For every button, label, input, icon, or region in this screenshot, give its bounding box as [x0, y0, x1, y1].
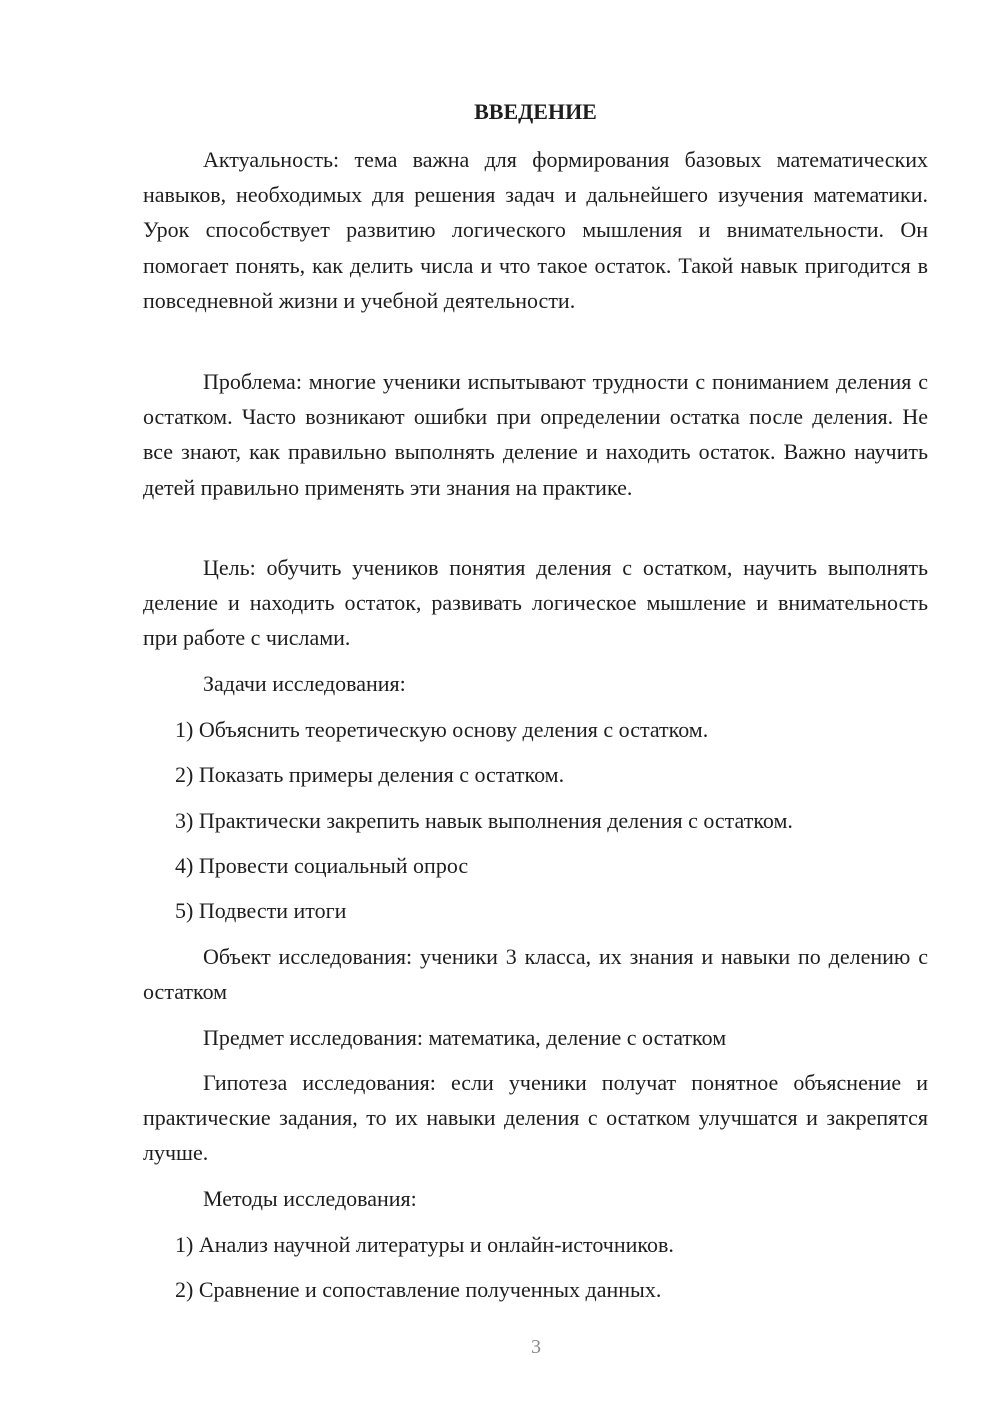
task-item: 5) Подвести итоги [175, 898, 347, 923]
subject-paragraph: Предмет исследования: математика, деление с остатком [203, 1025, 727, 1050]
goal-paragraph: Цель: обучить учеников понятия деления с остатком, научить выполнять деление и находить остаток, развивать логическое мышление и внимательность при работе с числами. [143, 555, 928, 651]
page-number: 3 [531, 1336, 541, 1358]
tasks-heading: Задачи исследования: [203, 671, 406, 696]
task-item: 3) Практически закрепить навык выполнения деления с остатком. [175, 808, 793, 833]
method-item: 1) Анализ научной литературы и онлайн-источников. [175, 1232, 674, 1257]
method-item: 2) Сравнение и сопоставление полученных данных. [175, 1277, 662, 1302]
task-item: 1) Объяснить теоретическую основу деления с остатком. [175, 717, 709, 742]
methods-heading: Методы исследования: [203, 1186, 417, 1211]
relevance-paragraph: Актуальность: тема важна для формирования базовых математических навыков, необходимых для решения задач и дальнейшего изучения математики. Урок способствует развитию логического мышления и внимательности. Он помогает понять, как делить числа и что такое остаток. Такой навык пригодится в повседневной жизни и учебной деятельности. [143, 147, 928, 313]
task-item: 4) Провести социальный опрос [175, 853, 469, 878]
task-item: 2) Показать примеры деления с остатком. [175, 762, 565, 787]
hypothesis-paragraph: Гипотеза исследования: если ученики получат понятное объяснение и практические задания, то их навыки деления с остатком улучшатся и закрепятся лучше. [143, 1070, 928, 1166]
problem-paragraph: Проблема: многие ученики испытывают трудности с пониманием деления с остатком. Часто возникают ошибки при определении остатка после деления. Не все знают, как правильно выполнять деление и находить остаток. Важно научить детей правильно применять эти знания на практике. [143, 369, 928, 500]
section-heading: ВВЕДЕНИЕ [474, 99, 597, 124]
object-paragraph: Объект исследования: ученики 3 класса, их знания и навыки по делению с остатком [143, 944, 928, 1005]
